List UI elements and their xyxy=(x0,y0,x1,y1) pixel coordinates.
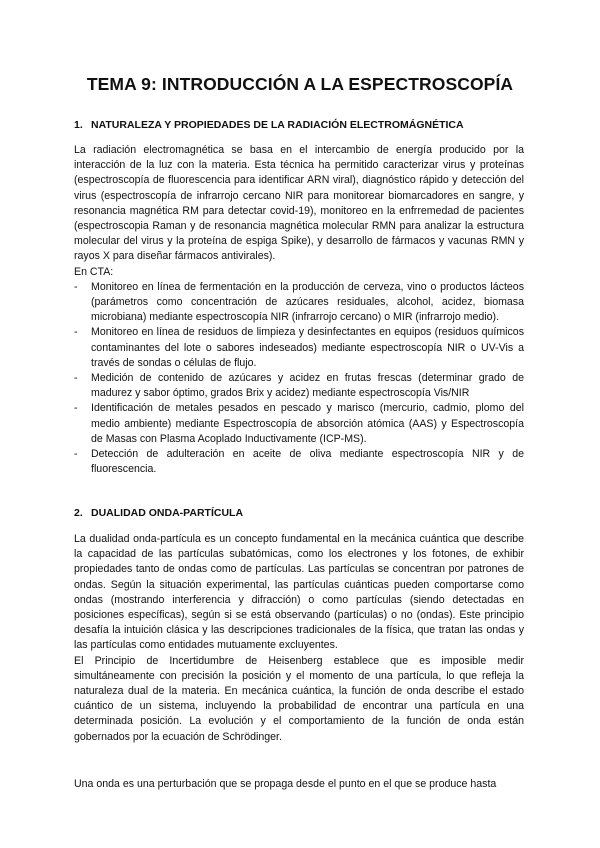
final-line: Una onda es una perturbación que se propaga desde el punto en el que se produce hasta xyxy=(74,778,497,790)
cta-label: En CTA: xyxy=(74,265,114,278)
section-2-heading xyxy=(74,507,243,519)
cta-list xyxy=(74,280,524,478)
section-2-number: 2. xyxy=(74,507,83,519)
list-item: - Identificación de metales pesados en pescado y marisco (mercurio, cadmio, plomo del medio ambiente) mediante Espectroscopía de absorción atómica (AAS) y Espectroscopía de Masas con Plasma Acoplado Inductivamente (ICP-MS). xyxy=(74,401,524,447)
section-2-paragraph-1: La dualidad onda-partícula es un concepto fundamental en la mecánica cuántica que describe la capacidad de las partículas subatómicas, como los electrones y los fotones, de exhibir propiedades tanto de ondas como de partículas. Las partículas se concentran por patrones de ondas. Según la situación experimental, las partículas cuánticas pueden comportarse como ondas (mostrando interferencia y difracción) o como partículas (siendo detectadas en posiciones específicas), según si se está observando (partículas) o no (ondas). Este principio desafía la intuición clásica y las descripciones tradicionales de la física, que tratan las ondas y las partículas como entidades mutuamente excluyentes. xyxy=(74,533,524,652)
section-1-heading xyxy=(74,119,464,131)
list-item: - Monitoreo en línea de residuos de limpieza y desinfectantes en equipos (residuos químicos contaminantes del lote o sabores indeseados) mediante espectroscopía NIR o UV-Vis a través de sondas o células de flujo. xyxy=(74,325,524,371)
section-1-paragraph: La radiación electromagnética se basa en el intercambio de energía producido por la interacción de la luz con la materia. Esta técnica ha permitido caracterizar virus y proteínas (espectroscopía de fluorescencia para identificar ARN viral), diagnóstico rápido y detección del virus (espectroscopía de infrarrojo cercano NIR para monitorear biomarcadores en sangre, y resonancia magnética RM para detectar covid-19), monitoreo en la enfrremedad de pacientes (espectroscopia Raman y de resonancia magnética molecular RMN para analizar la estructura molecular del virus y la proteína de espiga Spike), y desarrollo de fármacos y vacunas RMN y rayos X para diseñar fármacos antivirales). xyxy=(74,144,524,263)
section-1-number: 1. xyxy=(74,119,83,131)
section-2-paragraph-2: El Principio de Incertidumbre de Heisenberg establece que es imposible medir simultáneamente con precisión la posición y el momento de una partícula, lo que refleja la naturaleza dual de la materia. En mecánica cuántica, la función de onda describe el estado cuántico de un sistema, incluyendo la probabilidad de encontrar una partícula en una determinada posición. La evolución y el comportamiento de la función de onda están gobernados por la ecuación de Schrödinger. xyxy=(74,654,524,743)
list-item: - Monitoreo en línea de fermentación en la producción de cerveza, vino o productos lácteos (parámetros como concentración de azúcares residuales, alcohol, acidez, biomasa microbiana) mediante espectroscopía NIR (infrarrojo cercano) o MIR (infrarrojo medio). xyxy=(74,280,524,326)
section-1-heading-text: NATURALEZA Y PROPIEDADES DE LA RADIACIÓN ELECTROMÁGNÉTICA xyxy=(91,119,464,131)
list-item: - Detección de adulteración en aceite de oliva mediante espectroscopía NIR y de fluorescencia. xyxy=(74,447,524,477)
section-2-heading-text: DUALIDAD ONDA-PARTÍCULA xyxy=(91,507,244,519)
list-item: - Medición de contenido de azúcares y acidez en frutas frescas (determinar grado de madurez y sabor óptimo, grados Brix y acidez) mediante espectroscopía Vis/NIR xyxy=(74,371,524,401)
section-1-body xyxy=(74,143,524,477)
section-2-body xyxy=(74,532,524,745)
page-title: TEMA 9: INTRODUCCIÓN A LA ESPECTROSCOPÍA xyxy=(86,74,514,94)
